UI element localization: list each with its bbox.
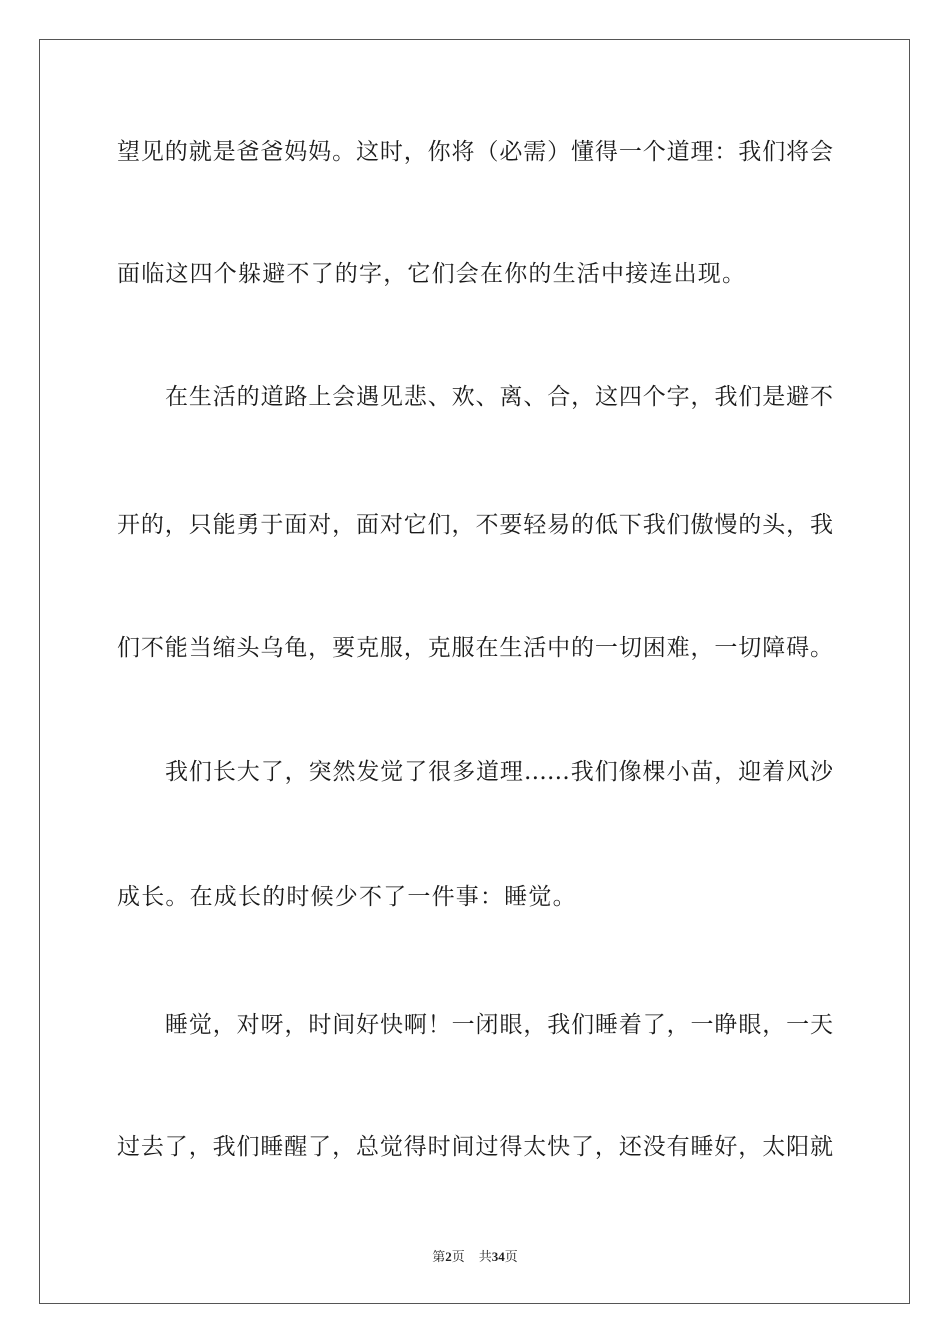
text-line-8: 睡觉，对呀，时间好快啊！一闭眼，我们睡着了，一睁眼，一天	[165, 1012, 833, 1038]
text-line-1: 望见的就是爸爸妈妈。这时，你将（必需）懂得一个道理：我们将会	[117, 139, 833, 165]
page-prefix: 第	[432, 1250, 446, 1265]
text-line-2: 面临这四个躲避不了的字，它们会在你的生活中接连出现。	[117, 261, 747, 287]
text-line-6: 我们长大了，突然发觉了很多道理……我们像棵小苗，迎着风沙	[165, 759, 833, 785]
text-line-7: 成长。在成长的时候少不了一件事：睡觉。	[117, 884, 577, 910]
page-footer	[0, 1249, 950, 1266]
text-line-9: 过去了，我们睡醒了，总觉得时间过得太快了，还没有睡好，太阳就	[117, 1134, 833, 1160]
text-line-5: 们不能当缩头乌龟，要克服，克服在生活中的一切困难，一切障碍。	[117, 635, 833, 661]
total-prefix: 共	[478, 1250, 492, 1265]
page-border	[39, 39, 910, 1304]
total-suffix: 页	[504, 1250, 518, 1265]
text-line-4: 开的，只能勇于面对，面对它们，不要轻易的低下我们傲慢的头，我	[117, 512, 833, 538]
total-pages: 34	[491, 1249, 505, 1264]
page-suffix: 页	[451, 1250, 465, 1265]
page-number: 2	[445, 1249, 452, 1264]
text-line-3: 在生活的道路上会遇见悲、欢、离、合，这四个字，我们是避不	[165, 384, 833, 410]
